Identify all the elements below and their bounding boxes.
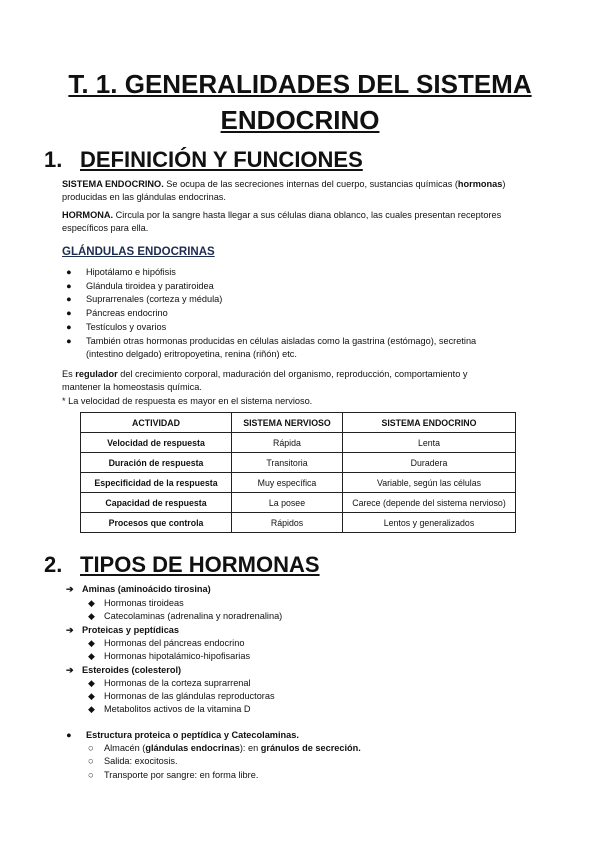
section-title: TIPOS DE HORMONAS [80,552,320,577]
glandulas-heading: GLÁNDULAS ENDOCRINAS [62,246,215,258]
list-item [88,637,244,650]
column-header: ACTIVIDAD [81,413,232,433]
table-cell: Muy específica [232,473,343,493]
list-item [88,742,361,755]
bullet-icon: ● [66,730,72,740]
table-row [81,473,516,493]
text: Transporte por sangre: en [104,770,213,780]
table-cell: La posee [232,493,343,513]
term-bold: gránulos de secreción. [260,743,361,753]
term-bold: regulador [75,369,118,379]
circle-icon: ○ [88,770,94,780]
diamond-icon: ◆ [88,704,96,714]
table-cell: Variable, según las células [343,473,516,493]
table-row [81,433,516,453]
list-item [88,703,251,716]
table-cell: Rápidos [232,513,343,533]
text: forma libre. [212,770,259,780]
column-header: SISTEMA NERVIOSO [232,413,343,433]
diamond-icon: ◆ [88,611,96,621]
text: (intestino delgado) eritropoyetina, renina (riñón) etc. [86,349,297,360]
list-item [88,650,250,663]
bullet-icon: ● [66,294,72,305]
column-header: SISTEMA ENDOCRINO [343,413,516,433]
list-item [62,293,532,307]
type-label: Esteroides (colesterol) [82,665,182,675]
text: Glándula tiroidea y paratiroidea [86,280,214,291]
title-line-1: T. 1. GENERALIDADES DEL SISTEMA [68,69,532,99]
page-title [40,66,560,138]
bullet-icon: ● [66,335,72,346]
list-item [88,610,282,623]
list-item [88,597,184,610]
text: Hormonas de las glándulas reproductoras [104,691,275,701]
text: ): en [239,743,261,753]
text: Suprarrenales (corteza y médula) [86,294,223,305]
table-cell: Duración de respuesta [81,453,232,473]
list-item [62,280,532,294]
table-header-row [81,413,516,433]
text: específicos para ella. [62,222,149,233]
list-item [62,335,532,362]
text: Hipotálamo e hipófisis [86,267,176,277]
glandulas-list [62,266,532,362]
type-esteroides [66,664,181,677]
arrow-right-icon: ➔ [66,584,74,594]
comparison-table [80,412,516,533]
list-item [88,769,258,782]
circle-icon: ○ [88,756,94,766]
text: Hormonas de la corteza suprarrenal [104,678,251,688]
text: Circula por la sangre hasta llegar a sus células diana oblanco, las cuales presentan receptores [113,210,502,220]
bullet-icon: ● [66,308,72,319]
list-item [62,266,532,280]
circle-icon: ○ [88,743,94,753]
text: Hormonas tiroideas [104,598,184,608]
bullet-icon: ● [66,280,72,291]
text: Hormonas del páncreas endocrino [104,638,245,648]
text: mantener la homeostasis química. [62,381,202,392]
text: Catecolaminas (adrenalina y noradrenalina) [104,611,283,621]
section-1-heading [44,147,363,173]
paragraph-regulador [62,368,540,393]
text: Se ocupa de las secreciones internas del cuerpo, sustancias químicas ( [163,179,458,189]
table-cell: Lentos y generalizados [343,513,516,533]
text: del crecimiento corporal, maduración del organismo, reproducción, comportamiento y [117,369,468,379]
diamond-icon: ◆ [88,678,96,688]
paragraph-sistema-endocrino [62,178,540,203]
paragraph-hormona [62,209,540,234]
term-bold: glándulas endocrinas [145,743,240,753]
note-velocidad: * La velocidad de respuesta es mayor en el sistema nervioso. [62,396,313,406]
table-cell: Especificidad de la respuesta [81,473,232,493]
table-cell: Carece (depende del sistema nervioso) [343,493,516,513]
section-number: 2. [44,552,63,577]
text: Páncreas endocrino [86,308,168,319]
list-item [88,677,251,690]
diamond-icon: ◆ [88,691,96,701]
list-item [88,690,275,703]
table-cell: Velocidad de respuesta [81,433,232,453]
bullet-icon: ● [66,321,72,332]
text: producidas en las glándulas endocrinas. [62,191,226,202]
table-cell: Procesos que controla [81,513,232,533]
title-line-2: ENDOCRINO [220,105,380,135]
table-cell: Duradera [343,453,516,473]
diamond-icon: ◆ [88,598,96,608]
table-cell: Lenta [343,433,516,453]
table-cell: Transitoria [232,453,343,473]
list-item [62,307,532,321]
bullet-icon: ● [66,267,72,277]
text: Almacén ( [104,743,146,753]
table-row [81,493,516,513]
text: También otras hormonas producidas en células aisladas como la gastrina (estómago), secretina [86,335,477,346]
table-cell: Rápida [232,433,343,453]
term-bold: SISTEMA ENDOCRINO. [62,179,164,189]
text: Hormonas hipotalámico-hipofisarias [104,651,251,661]
text: Testículos y ovarios [86,321,167,332]
type-proteicas [66,624,179,637]
type-aminas [66,583,211,596]
type-label: Aminas (aminoácido tirosina) [82,584,211,594]
arrow-right-icon: ➔ [66,665,74,675]
term-bold: HORMONA. [62,210,114,220]
table-row [81,513,516,533]
list-item [62,321,532,335]
type-label: Proteicas y peptídicas [82,625,180,635]
section-2-heading [44,552,320,578]
table-row [81,453,516,473]
diamond-icon: ◆ [88,638,96,648]
text: Salida: exocitosis. [104,756,178,766]
structure-heading [62,729,299,742]
structure-label: Estructura proteica o peptídica y Catecolaminas. [86,730,299,740]
list-item [88,755,178,768]
term-bold: hormonas [457,179,503,189]
section-number: 1. [44,147,63,172]
arrow-right-icon: ➔ [66,625,74,635]
section-title: DEFINICIÓN Y FUNCIONES [80,147,363,172]
table-cell: Capacidad de respuesta [81,493,232,513]
text: Metabolitos activos de la vitamina D [104,704,251,714]
text: ) [502,179,506,189]
text: Es [62,369,76,379]
diamond-icon: ◆ [88,651,96,661]
